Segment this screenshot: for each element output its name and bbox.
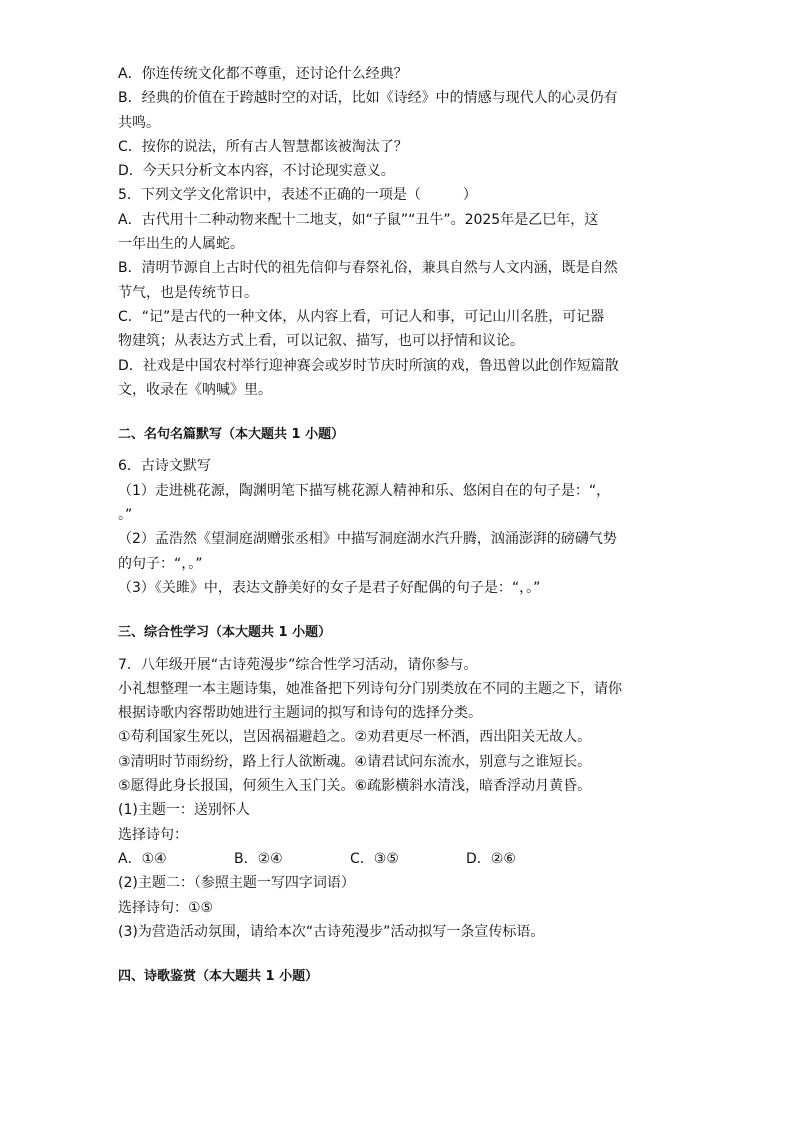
q5-line: 节气，也是传统节日。 xyxy=(118,284,258,301)
section-3-heading: 三、综合性学习（本大题共 1 小题） xyxy=(118,625,332,641)
q7-line: ③清明时节雨纷纷，路上行人欲断魂。④请君试问东流水，别意与之谁短长。 xyxy=(118,753,592,770)
q7-option-c: C．③⑤ xyxy=(350,850,399,867)
section-2-heading: 二、名句名篇默写（本大题共 1 小题） xyxy=(118,427,345,443)
q5-line: B．清明节源自上古时代的祖先信仰与春祭礼俗，兼具自然与人文内涵，既是自然 xyxy=(118,260,618,277)
q7-line: ⑤愿得此身长报国，何须生入玉门关。⑥疏影横斜水清浅，暗香浮动月黄昏。 xyxy=(118,778,592,795)
q6-line: （2）孟浩然《望洞庭湖赠张丞相》中描写洞庭湖水汽升腾，汹涌澎湃的磅礴气势 xyxy=(118,531,617,548)
q5-line: C．“记”是古代的一种文体，从内容上看，可记人和事，可记山川名胜，可记器 xyxy=(118,308,605,325)
section-2 xyxy=(118,423,678,600)
q7-line: ①苟利国家生死以，岂因祸福避趋之。②劝君更尽一杯酒，西出阳关无故人。 xyxy=(118,729,592,746)
q4-option-d: D．今天只分析文本内容，不讨论现实意义。 xyxy=(118,163,395,180)
exam-page xyxy=(118,62,678,989)
q5-stem: 5．下列文学文化常识中，表述不正确的一项是（ ） xyxy=(118,187,477,204)
question-5 xyxy=(118,183,678,402)
q5-line: 一年出生的人属蛇。 xyxy=(118,236,244,253)
q6-line: 6．古诗文默写 xyxy=(118,458,211,475)
q7-line: 根据诗歌内容帮助她进行主题词的拟写和诗句的选择分类。 xyxy=(118,705,482,722)
q4-option-b: B．经典的价值在于跨越时空的对话，比如《诗经》中的情感与现代人的心灵仍有 xyxy=(118,90,618,107)
q7-option-d: D．②⑥ xyxy=(466,850,516,867)
q7-line: 小礼想整理一本主题诗集，她准备把下列诗句分门别类放在不同的主题之下，请你 xyxy=(118,680,622,697)
q5-line: D．社戏是中国农村举行迎神赛会或岁时节庆时所演的戏，鲁迅曾以此创作短篇散 xyxy=(118,357,619,374)
q6-line: （1）走进桃花源，陶渊明笔下描写桃花源人精神和乐、悠闲自在的句子是：“， xyxy=(118,482,611,499)
q7-line: (3)为营造活动氛围，请给本次“古诗苑漫步”活动拟写一条宣传标语。 xyxy=(118,923,545,940)
q6-line: （3）《关雎》中，表达文静美好的女子是君子好配偶的句子是：“，。” xyxy=(118,579,541,596)
q7-option-b: B．②④ xyxy=(234,850,283,867)
q7-line: 7．八年级开展“古诗苑漫步”综合性学习活动，请你参与。 xyxy=(118,656,478,673)
q4-options xyxy=(118,62,678,183)
q4-option-b-cont: 共鸣。 xyxy=(118,114,160,131)
q6-line: 。” xyxy=(118,507,133,524)
q7-line: 选择诗句：①⑤ xyxy=(118,899,214,916)
q6-line: 的句子：“，。” xyxy=(118,555,203,572)
q7-options xyxy=(118,847,678,871)
q5-line: 物建筑；从表达方式上看，可以记叙、描写，也可以抒情和议论。 xyxy=(118,333,524,350)
section-4-heading: 四、诗歌鉴赏（本大题共 1 小题） xyxy=(118,969,319,985)
section-3 xyxy=(118,621,678,944)
q4-option-a: A．你连传统文化都不尊重，还讨论什么经典？ xyxy=(118,66,408,82)
section-4 xyxy=(118,965,678,989)
q5-line: 文，收录在《呐喊》里。 xyxy=(118,381,272,398)
q5-line: A．古代用十二种动物来配十二地支，如“子鼠”“丑牛”。2025年是乙巳年，这 xyxy=(118,211,599,228)
q7-option-a: A．①④ xyxy=(118,850,167,867)
q7-line: (2)主题二：（参照主题一写四字词语） xyxy=(118,875,355,892)
q7-line: (1)主题一：送别怀人 xyxy=(118,802,250,819)
q4-option-c: C．按你的说法，所有古人智慧都该被淘汰了？ xyxy=(118,138,408,155)
q7-line: 选择诗句： xyxy=(118,826,188,843)
